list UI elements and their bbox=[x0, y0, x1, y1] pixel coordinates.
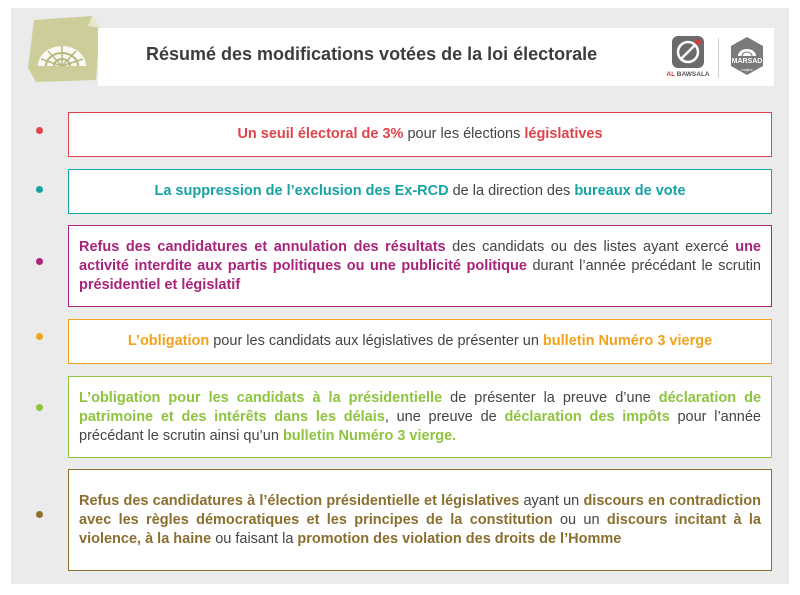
marsad-logo bbox=[726, 34, 768, 80]
body-text: pour les candidats aux législatives de présenter un bbox=[209, 333, 543, 349]
highlight-text: L’obligation bbox=[127, 333, 210, 349]
highlight-text: présidentiel et législatif bbox=[79, 276, 241, 293]
parliament-icon bbox=[26, 14, 102, 84]
highlight-text: bulletin Numéro 3 vierge. bbox=[282, 427, 457, 444]
item-box-2 bbox=[68, 169, 772, 214]
highlight-text: Un seuil électoral de 3% bbox=[237, 126, 404, 142]
body-text: , une preuve de bbox=[384, 408, 505, 425]
highlight-text: une activité interdite aux partis politiques ou une publicité politique bbox=[79, 238, 761, 274]
item-text-3 bbox=[79, 238, 761, 295]
item-text-2 bbox=[79, 182, 761, 201]
al-bawsala-logo bbox=[666, 36, 708, 82]
item-box-5 bbox=[68, 376, 772, 458]
item-text-1 bbox=[79, 125, 761, 144]
item-text-5 bbox=[79, 389, 761, 446]
item-box-4 bbox=[68, 319, 772, 364]
body-text: ayant un bbox=[519, 492, 584, 509]
body-text: pour les élections bbox=[403, 126, 525, 142]
highlight-text: déclaration des impôts bbox=[504, 408, 670, 425]
bullet-6 bbox=[36, 511, 43, 518]
highlight-text: L’obligation pour les candidats à la présidentielle bbox=[79, 389, 443, 406]
logo-prefix: AL bbox=[666, 71, 675, 78]
item-box-3 bbox=[68, 225, 772, 307]
bullet-1 bbox=[36, 127, 43, 134]
bullet-5 bbox=[36, 404, 43, 411]
item-box-6 bbox=[68, 469, 772, 571]
highlight-text: législatives bbox=[524, 126, 603, 142]
highlight-text: La suppression de l’exclusion des Ex-RCD bbox=[154, 183, 449, 199]
page-title: Résumé des modifications votées de la loi électorale bbox=[146, 44, 598, 64]
bullet-2 bbox=[36, 186, 43, 193]
highlight-text: Refus des candidatures et annulation des résultats bbox=[79, 238, 446, 255]
highlight-text: Refus des candidatures à l’élection présidentielle et législatives bbox=[79, 492, 520, 509]
body-text: de présenter la preuve d’une bbox=[442, 389, 659, 406]
body-text: pour l’année précédant le scrutin ainsi qu’un bbox=[79, 408, 762, 444]
highlight-text: discours incitant à la violence, à la haine bbox=[79, 511, 761, 547]
body-text: ou un bbox=[552, 511, 607, 528]
compass-icon bbox=[672, 36, 704, 68]
body-text: ou faisant la bbox=[211, 530, 298, 547]
body-text: des candidats ou des listes ayant exercé bbox=[445, 238, 736, 255]
marsad-name: MARSAD bbox=[731, 58, 763, 65]
body-text: durant l’année précédant le scrutin bbox=[526, 257, 761, 274]
item-text-6 bbox=[79, 492, 761, 549]
bullet-4 bbox=[36, 333, 43, 340]
header-card bbox=[98, 28, 774, 86]
item-text-4 bbox=[79, 332, 761, 351]
logo-divider bbox=[718, 38, 719, 78]
logo-name: BAWSALA bbox=[676, 71, 710, 78]
bullet-3 bbox=[36, 258, 43, 265]
item-box-1 bbox=[68, 112, 772, 157]
marsad-sub: majles bbox=[741, 67, 753, 72]
highlight-text: bureaux de vote bbox=[574, 183, 686, 199]
highlight-text: bulletin Numéro 3 vierge bbox=[542, 333, 713, 349]
highlight-text: discours en contradiction avec les règles démocratiques et les principes de la constitution bbox=[79, 492, 761, 528]
body-text: de la direction des bbox=[448, 183, 575, 199]
highlight-text: déclaration de patrimoine et des intérêts dans les délais bbox=[79, 389, 762, 425]
highlight-text: promotion des violation des droits de l’Homme bbox=[297, 530, 622, 547]
